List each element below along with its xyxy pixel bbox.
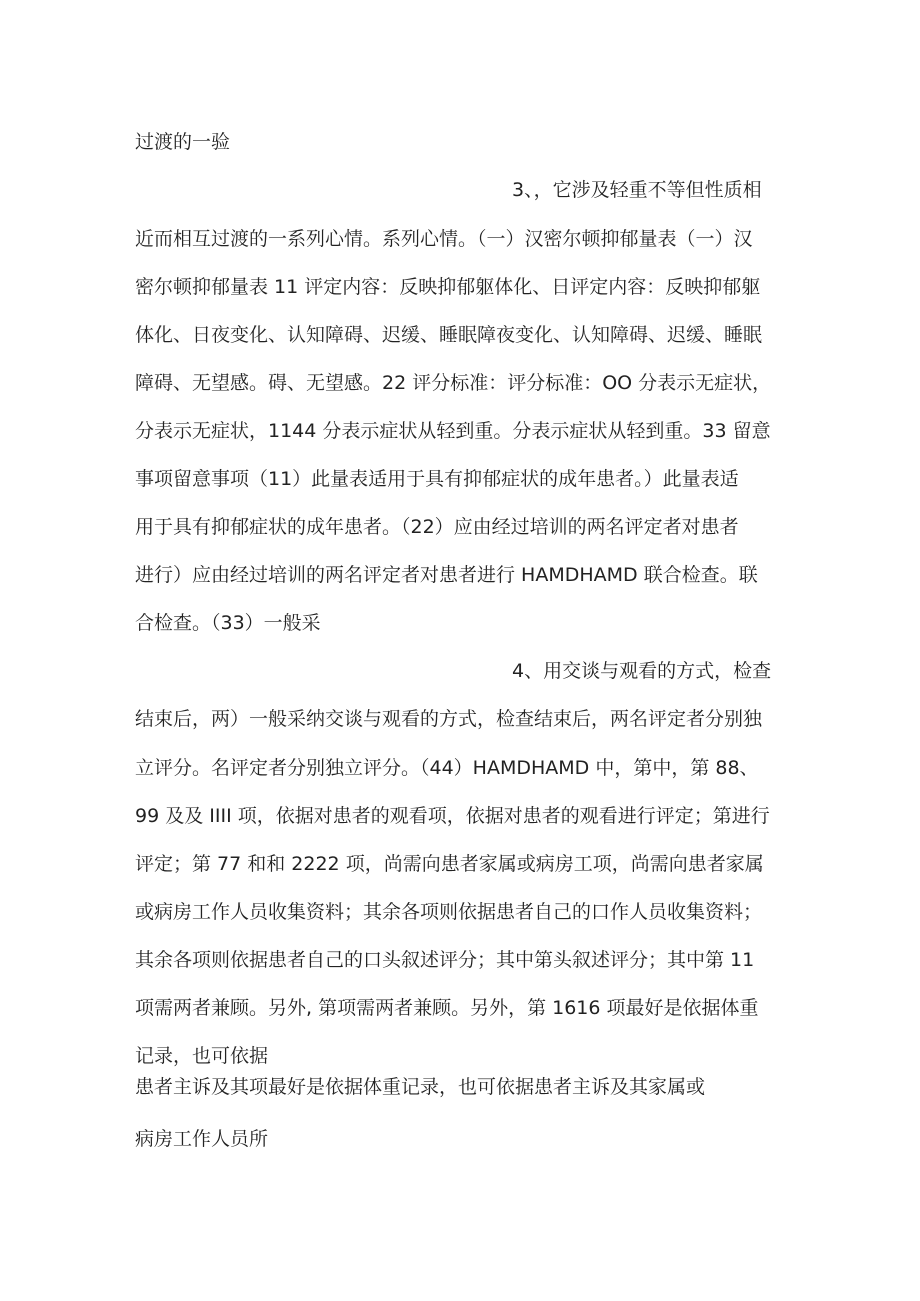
text-line: 立评分。名评定者分别独立评分。（44）HAMDHAMD 中，第中，第 88、 [135, 757, 759, 779]
text-line: 项需两者兼顾。另外, 第项需两者兼顾。另外，第 1616 项最好是依据体重 [135, 997, 759, 1019]
text-line: 障碍、无望感。碍、无望感。22 评分标准：评分标准：OO 分表示无症状， [135, 372, 772, 394]
text-line: 评定；第 77 和和 2222 项，尚需向患者家属或病房工项，尚需向患者家属 [135, 853, 764, 875]
text-line: 99 及及 IIII 项，依据对患者的观看项，依据对患者的观看进行评定；第进行 [135, 805, 770, 827]
text-line: 事项留意事项（11）此量表适用于具有抑郁症状的成年患者。）此量表适 [135, 468, 739, 490]
text-line: 病房工作人员所 [135, 1128, 269, 1150]
text-line: 体化、日夜变化、认知障碍、迟缓、睡眠障夜变化、认知障碍、迟缓、睡眠 [135, 324, 763, 346]
text-line: 密尔顿抑郁量表 11 评定内容：反映抑郁躯体化、日评定内容：反映抑郁躯 [135, 276, 761, 298]
numbered-paragraph-start: 4、用交谈与观看的方式，检查 [512, 660, 772, 682]
text-line: 近而相互过渡的一系列心情。系列心情。（一）汉密尔顿抑郁量表（一）汉 [135, 228, 753, 250]
text-line: 患者主诉及其项最好是依据体重记录，也可依据患者主诉及其家属或 [135, 1076, 706, 1098]
text-line: 合检查。（33）一般采 [135, 612, 321, 634]
text-line: 进行）应由经过培训的两名评定者对患者进行 HAMDHAMD 联合检查。联 [135, 564, 758, 586]
text-line: 或病房工作人员收集资料；其余各项则依据患者自己的口作人员收集资料； [135, 901, 763, 923]
text-line: 结束后，两）一般采纳交谈与观看的方式，检查结束后，两名评定者分别独 [135, 708, 763, 730]
text-line: 其余各项则依据患者自己的口头叙述评分；其中第头叙述评分；其中第 11 [135, 949, 755, 971]
text-line: 用于具有抑郁症状的成年患者。（22）应由经过培训的两名评定者对患者 [135, 516, 739, 538]
text-line: 记录，也可依据 [135, 1045, 269, 1067]
text-line: 分表示无症状，1144 分表示症状从轻到重。分表示症状从轻到重。33 留意 [135, 420, 771, 442]
text-line: 过渡的一验 [135, 131, 231, 153]
numbered-paragraph-start: 3、，它涉及轻重不等但性质相 [512, 179, 762, 201]
